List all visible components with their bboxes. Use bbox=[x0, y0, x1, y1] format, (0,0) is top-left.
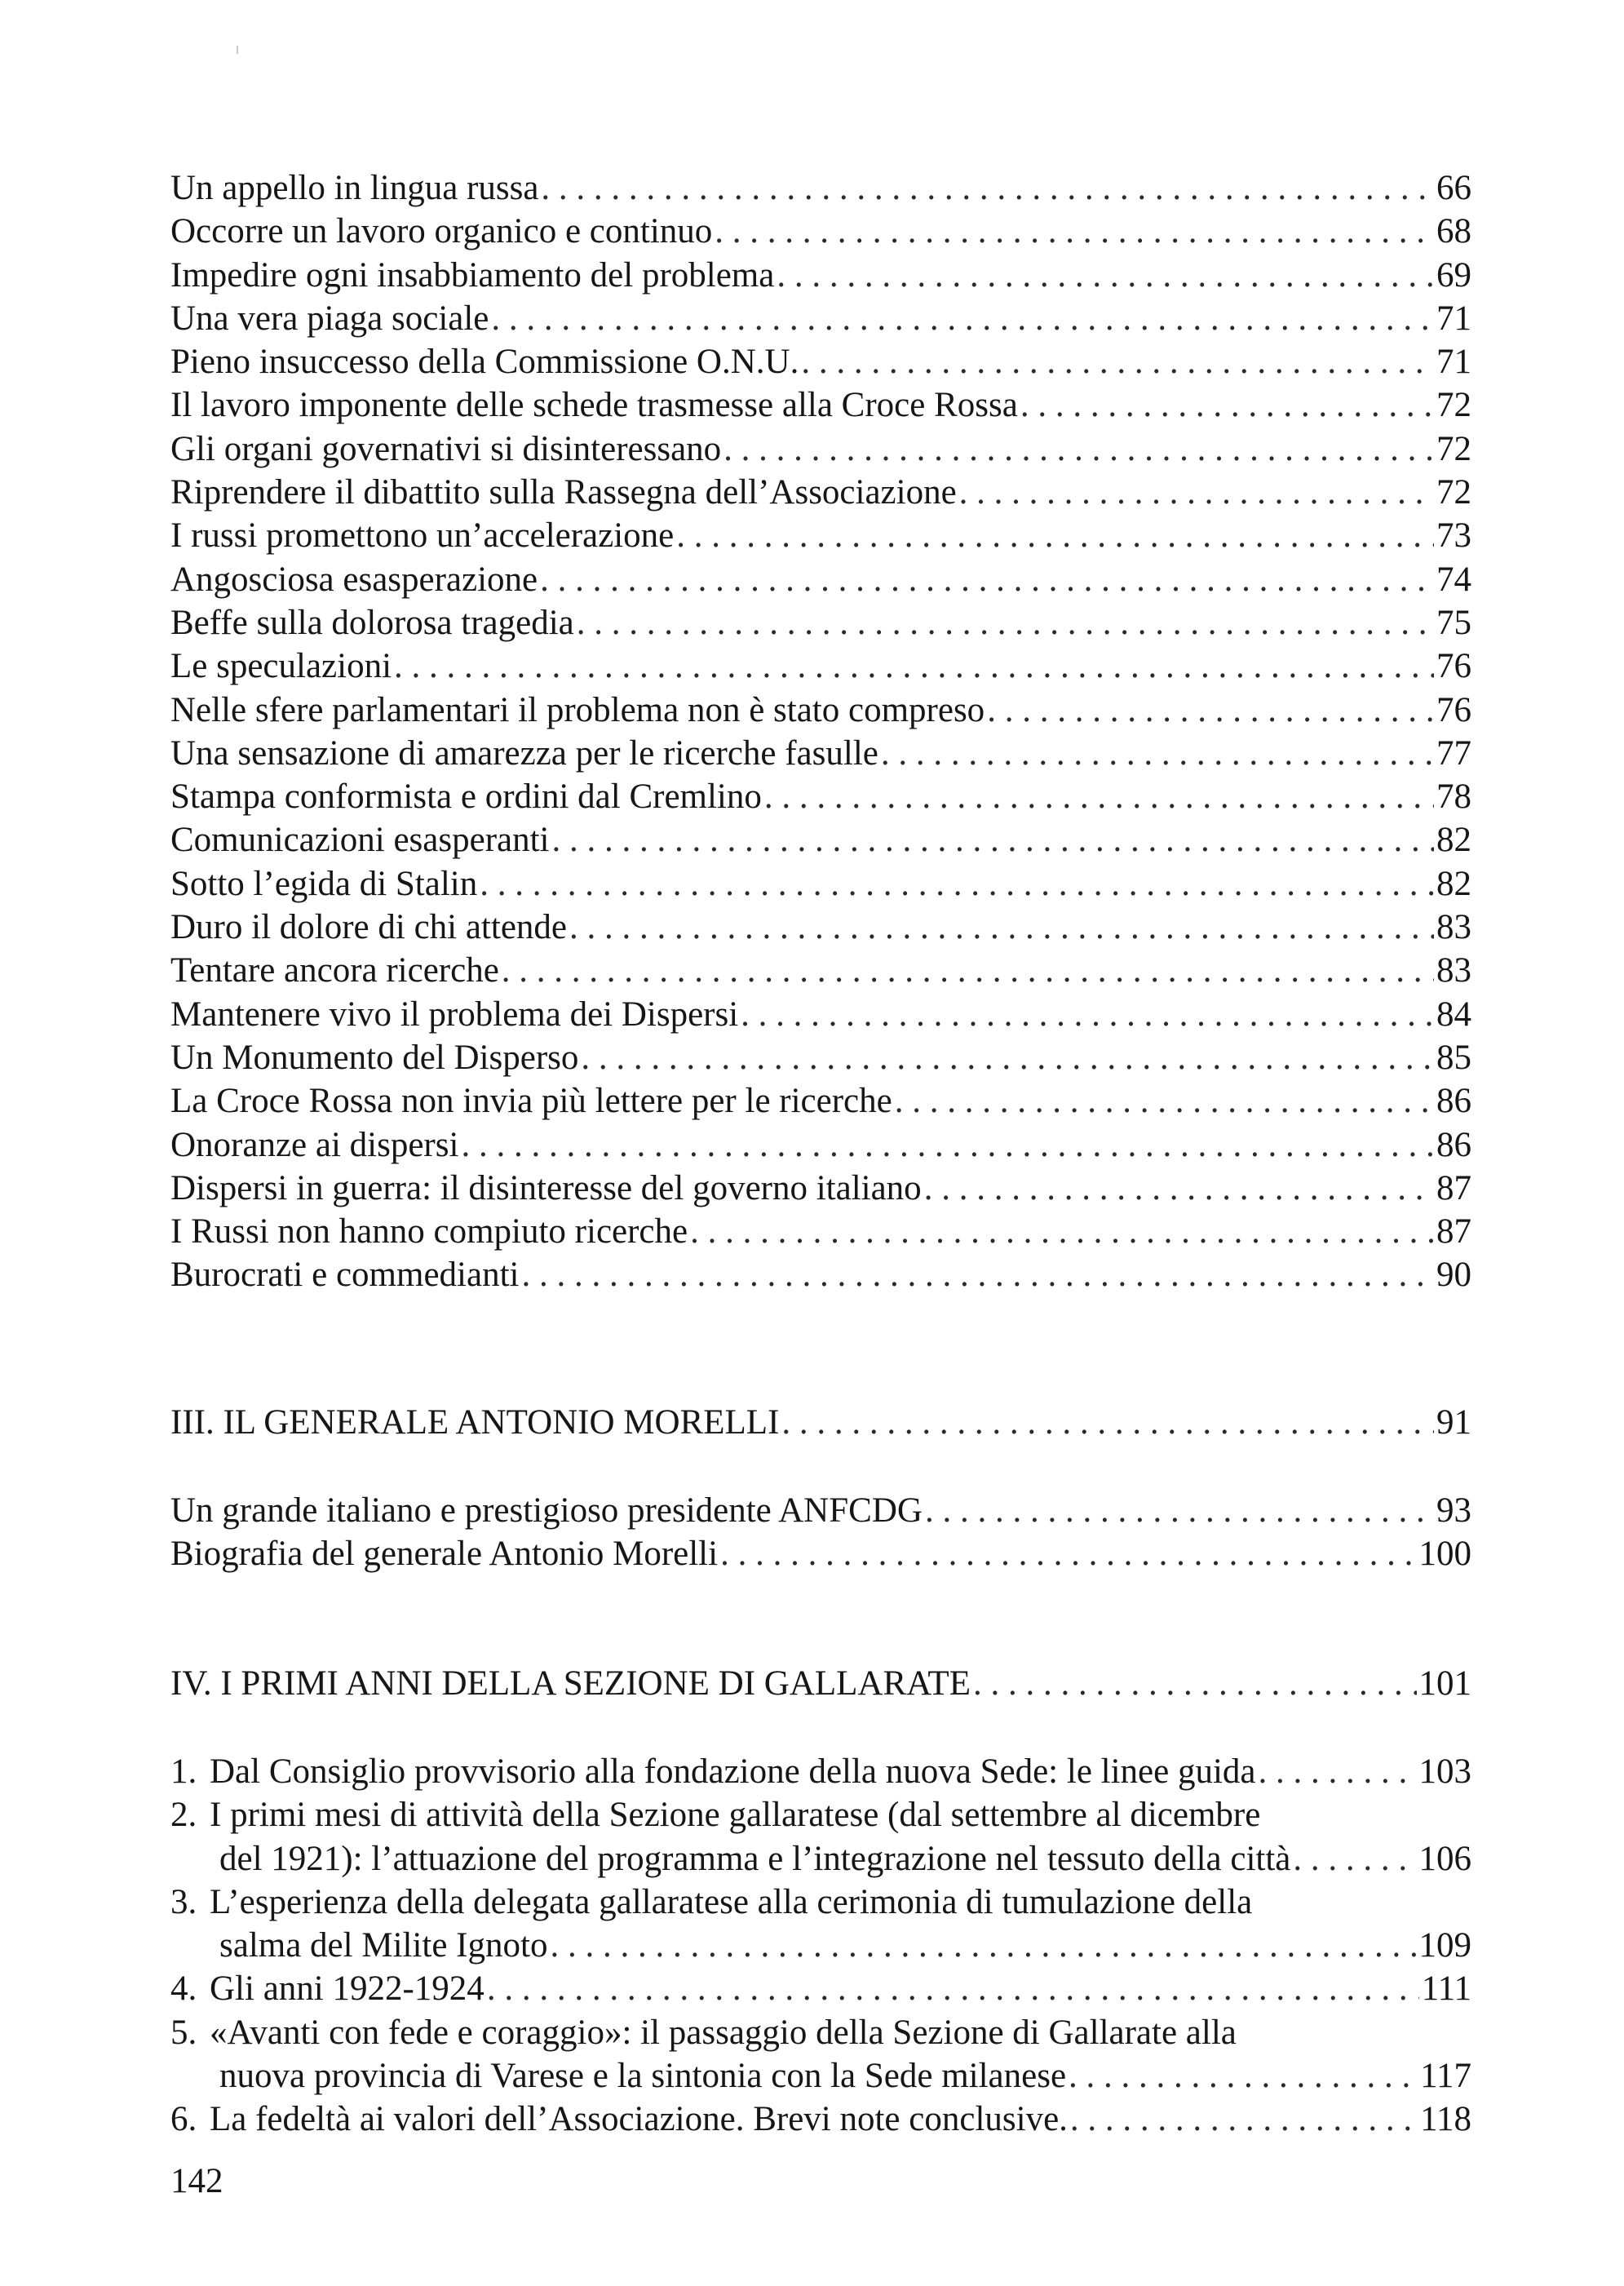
dot-leader bbox=[550, 1924, 1416, 1967]
page-ref: 69 bbox=[1436, 255, 1471, 295]
toc-row bbox=[170, 993, 1471, 1036]
page-ref: 100 bbox=[1418, 1535, 1471, 1574]
toc-row bbox=[170, 558, 1471, 601]
dot-leader bbox=[461, 1123, 1434, 1167]
toc-row bbox=[170, 1837, 1471, 1881]
page-ref: 76 bbox=[1436, 690, 1471, 729]
page-ref: 118 bbox=[1420, 2100, 1471, 2139]
entry-title: Comunicazioni esasperanti bbox=[170, 821, 550, 860]
entry-title: del 1921): l’attuazione del programma e l’integrazione nel tessuto della città bbox=[219, 1839, 1291, 1878]
entry-title: Occorre un lavoro organico e continuo bbox=[170, 212, 713, 251]
toc-section-ii-list bbox=[170, 166, 1471, 1297]
toc-row bbox=[170, 1167, 1471, 1210]
toc-row bbox=[170, 1079, 1471, 1123]
toc-row bbox=[170, 818, 1471, 862]
dot-leader bbox=[569, 906, 1434, 949]
dot-leader bbox=[1069, 2054, 1418, 2098]
entry-title: «Avanti con fede e coraggio»: il passaggio della Sezione di Gallarate alla bbox=[210, 2013, 1237, 2052]
dot-leader bbox=[1020, 383, 1434, 427]
entry-title: Angosciosa esasperazione bbox=[170, 560, 538, 599]
entry-title: nuova provincia di Varese e la sintonia con la Sede milanese bbox=[219, 2057, 1067, 2096]
entry-title: Duro il dolore di chi attende bbox=[170, 908, 567, 947]
entry-title: Pieno insuccesso della Commissione O.N.U. bbox=[170, 343, 799, 382]
dot-leader bbox=[1293, 1837, 1416, 1881]
dot-leader bbox=[690, 1210, 1434, 1253]
section-heading: IV. I PRIMI ANNI DELLA SEZIONE DI GALLARATE bbox=[170, 1664, 971, 1703]
dot-leader bbox=[959, 471, 1434, 514]
dot-leader bbox=[676, 514, 1434, 557]
page-ref: 85 bbox=[1436, 1038, 1471, 1077]
dot-leader bbox=[881, 732, 1434, 775]
page-ref: 74 bbox=[1436, 560, 1471, 599]
toc-row bbox=[170, 775, 1471, 818]
page-ref: 111 bbox=[1421, 1969, 1471, 2009]
toc-row bbox=[170, 428, 1471, 471]
entry-title: La Croce Rossa non invia più lettere per le ricerche bbox=[170, 1082, 892, 1121]
toc-section-iv-heading bbox=[170, 1662, 1471, 1705]
toc-row bbox=[170, 514, 1471, 557]
dot-leader bbox=[801, 340, 1434, 383]
dot-leader bbox=[895, 1079, 1434, 1123]
page-ref: 87 bbox=[1436, 1212, 1471, 1252]
page-ref: 73 bbox=[1436, 516, 1471, 556]
toc-row bbox=[170, 254, 1471, 297]
dot-leader bbox=[1259, 1750, 1417, 1793]
entry-title: Il lavoro imponente delle schede trasmesse alla Croce Rossa bbox=[170, 386, 1018, 425]
dot-leader bbox=[715, 210, 1434, 253]
dot-leader bbox=[720, 1532, 1416, 1575]
entry-title: I Russi non hanno compiuto ricerche bbox=[170, 1212, 688, 1252]
entry-title: salma del Milite Ignoto bbox=[219, 1926, 548, 1965]
entry-title: Le speculazioni bbox=[170, 647, 392, 686]
toc-row bbox=[170, 1881, 1471, 1924]
entry-title: Burocrati e commedianti bbox=[170, 1256, 520, 1295]
page-ref: 68 bbox=[1436, 212, 1471, 251]
entry-number: 6. bbox=[170, 2100, 197, 2139]
toc-section-iv-list bbox=[170, 1750, 1471, 2142]
toc-row bbox=[170, 383, 1471, 427]
toc-row bbox=[170, 340, 1471, 383]
entry-title: Tentare ancora ricerche bbox=[170, 951, 499, 990]
entry-title: I russi promettono un’accelerazione bbox=[170, 516, 675, 556]
toc-row bbox=[170, 645, 1471, 688]
entry-title: Riprendere il dibattito sulla Rassegna dell’Associazione bbox=[170, 473, 957, 512]
page-number: 142 bbox=[170, 2162, 223, 2200]
page-ref: 83 bbox=[1436, 908, 1471, 947]
entry-title: Stampa conformista e ordini dal Cremlino bbox=[170, 778, 762, 817]
toc-row bbox=[170, 210, 1471, 253]
entry-title: I primi mesi di attività della Sezione gallaratese (dal settembre al dicembre bbox=[210, 1796, 1261, 1835]
entry-title: Onoranze ai dispersi bbox=[170, 1125, 459, 1164]
dot-leader bbox=[781, 1401, 1434, 1444]
dot-leader bbox=[521, 1253, 1434, 1296]
toc-row bbox=[170, 601, 1471, 645]
entry-title: Un Monumento del Disperso bbox=[170, 1038, 579, 1077]
page-ref: 72 bbox=[1436, 473, 1471, 512]
page-ref: 78 bbox=[1436, 778, 1471, 817]
page-ref: 87 bbox=[1436, 1168, 1471, 1207]
dot-leader bbox=[723, 428, 1434, 471]
toc-row bbox=[170, 1924, 1471, 1967]
entry-number: 1. bbox=[170, 1752, 197, 1791]
page-ref: 109 bbox=[1418, 1926, 1471, 1965]
toc-row bbox=[170, 166, 1471, 210]
dot-leader bbox=[581, 1036, 1434, 1079]
entry-number: 4. bbox=[170, 1969, 197, 2009]
entry-title: Impedire ogni insabbiamento del problema bbox=[170, 255, 775, 295]
entry-title: Un grande italiano e prestigioso presidente ANFCDG bbox=[170, 1491, 923, 1530]
toc-row bbox=[170, 1036, 1471, 1079]
page-ref: 77 bbox=[1436, 733, 1471, 773]
page-ref: 76 bbox=[1436, 647, 1471, 686]
dot-leader bbox=[777, 254, 1434, 297]
entry-title: Un appello in lingua russa bbox=[170, 169, 539, 207]
entry-title: Gli anni 1922-1924 bbox=[210, 1969, 485, 2009]
page-ref: 75 bbox=[1436, 603, 1471, 642]
page-ref: 72 bbox=[1436, 429, 1471, 468]
entry-title: Nelle sfere parlamentari il problema non è stato compreso bbox=[170, 690, 985, 729]
page-ref: 82 bbox=[1436, 821, 1471, 860]
dot-leader bbox=[925, 1489, 1434, 1532]
page-ref: 71 bbox=[1436, 299, 1471, 338]
dot-leader bbox=[541, 166, 1434, 210]
entry-number: 2. bbox=[170, 1796, 197, 1835]
entry-title: Una vera piaga sociale bbox=[170, 299, 489, 338]
page-ref: 66 bbox=[1436, 169, 1471, 207]
page-ref: 117 bbox=[1420, 2057, 1471, 2096]
toc-row bbox=[170, 1532, 1471, 1575]
section-heading: III. IL GENERALE ANTONIO MORELLI bbox=[170, 1403, 780, 1442]
page-ref: 84 bbox=[1436, 995, 1471, 1034]
toc-row bbox=[170, 471, 1471, 514]
dot-leader bbox=[552, 818, 1435, 862]
toc-section-iii-list bbox=[170, 1489, 1471, 1576]
dot-leader bbox=[487, 1967, 1419, 2010]
toc-row bbox=[170, 2098, 1471, 2141]
entry-title: Biografia del generale Antonio Morelli bbox=[170, 1535, 719, 1574]
toc-row bbox=[170, 689, 1471, 732]
print-speck bbox=[237, 46, 238, 54]
toc-row bbox=[170, 1662, 1471, 1705]
toc-row bbox=[170, 732, 1471, 775]
toc-row bbox=[170, 1793, 1471, 1836]
page-ref: 106 bbox=[1418, 1839, 1471, 1878]
dot-leader bbox=[924, 1167, 1434, 1210]
page-ref: 82 bbox=[1436, 864, 1471, 903]
toc-row bbox=[170, 906, 1471, 949]
page-ref: 91 bbox=[1436, 1403, 1471, 1442]
toc-row bbox=[170, 1253, 1471, 1296]
page-ref: 83 bbox=[1436, 951, 1471, 990]
dot-leader bbox=[1070, 2098, 1418, 2141]
entry-title: L’esperienza della delegata gallaratese alla cerimonia di tumulazione della bbox=[210, 1882, 1253, 1921]
entry-title: Dal Consiglio provvisorio alla fondazione della nuova Sede: le linee guida bbox=[210, 1752, 1256, 1791]
toc-row bbox=[170, 297, 1471, 340]
entry-title: Beffe sulla dolorosa tragedia bbox=[170, 603, 574, 642]
dot-leader bbox=[540, 558, 1434, 601]
toc-row bbox=[170, 1123, 1471, 1167]
toc-row bbox=[170, 1401, 1471, 1444]
page-ref: 86 bbox=[1436, 1125, 1471, 1164]
toc-row bbox=[170, 862, 1471, 906]
toc-row bbox=[170, 1210, 1471, 1253]
page-ref: 71 bbox=[1436, 343, 1471, 382]
toc-row bbox=[170, 949, 1471, 992]
dot-leader bbox=[502, 949, 1434, 992]
page-ref: 86 bbox=[1436, 1082, 1471, 1121]
page-ref: 90 bbox=[1436, 1256, 1471, 1295]
page-ref: 72 bbox=[1436, 386, 1471, 425]
toc-row bbox=[170, 1967, 1471, 2010]
dot-leader bbox=[491, 297, 1434, 340]
page-ref: 101 bbox=[1418, 1664, 1471, 1703]
dot-leader bbox=[764, 775, 1434, 818]
dot-leader bbox=[480, 862, 1434, 906]
entry-title: La fedeltà ai valori dell’Associazione. Brevi note conclusive. bbox=[210, 2100, 1068, 2139]
entry-number: 5. bbox=[170, 2013, 197, 2052]
entry-title: Mantenere vivo il problema dei Dispersi bbox=[170, 995, 739, 1034]
dot-leader bbox=[987, 689, 1434, 732]
page-ref: 93 bbox=[1436, 1491, 1471, 1530]
dot-leader bbox=[973, 1662, 1417, 1705]
dot-leader bbox=[577, 601, 1434, 645]
entry-title: Sotto l’egida di Stalin bbox=[170, 864, 478, 903]
entry-title: Dispersi in guerra: il disinteresse del governo italiano bbox=[170, 1168, 922, 1207]
page-ref: 103 bbox=[1418, 1752, 1471, 1791]
toc-section-iii-heading bbox=[170, 1401, 1471, 1444]
entry-number: 3. bbox=[170, 1882, 197, 1921]
toc-row bbox=[170, 2054, 1471, 2098]
dot-leader bbox=[394, 645, 1434, 688]
toc-row bbox=[170, 2011, 1471, 2054]
entry-title: Gli organi governativi si disinteressano bbox=[170, 429, 722, 468]
toc-row bbox=[170, 1489, 1471, 1532]
entry-title: Una sensazione di amarezza per le ricerche fasulle bbox=[170, 733, 878, 773]
dot-leader bbox=[741, 993, 1434, 1036]
toc-row bbox=[170, 1750, 1471, 1793]
